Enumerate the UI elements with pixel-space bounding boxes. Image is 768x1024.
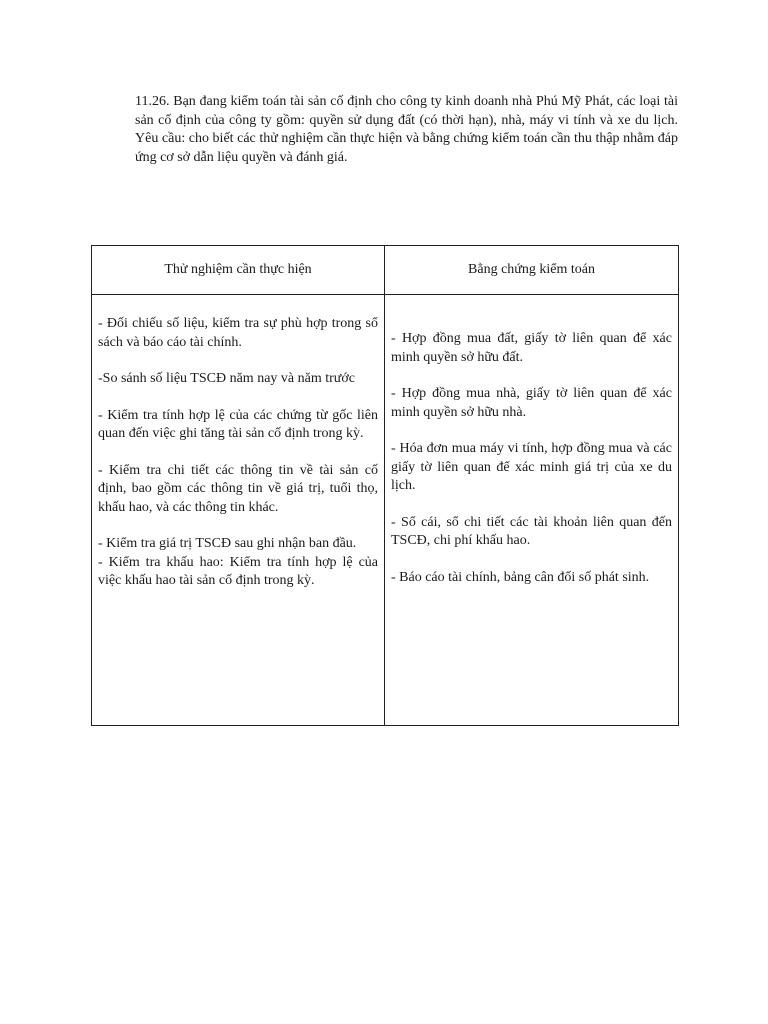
test-item: - Kiểm tra giá trị TSCĐ sau ghi nhận ban đầu. bbox=[98, 536, 357, 551]
test-item: - Kiểm tra khấu hao: Kiểm tra tính hợp lệ của việc khấu hao tài sản cố định trong kỳ. bbox=[98, 554, 378, 588]
evidence-cell bbox=[385, 295, 679, 726]
tests-cell bbox=[92, 295, 385, 726]
test-item: - Kiểm tra tính hợp lệ của các chứng từ gốc liên quan đến việc ghi tăng tài sản cố định trong kỳ. bbox=[98, 407, 378, 441]
header-tests: Thử nghiệm cần thực hiện bbox=[92, 246, 385, 295]
table-header-row bbox=[92, 246, 679, 295]
question-text: 11.26. Bạn đang kiểm toán tài sản cố định cho công ty kinh doanh nhà Phú Mỹ Phát, các loại tài sản cố định của công ty gồm: quyền sử dụng đất (có thời hạn), nhà, máy vi tính và xe du lịch. Yêu cầu: cho biết các thử nghiệm cần thực hiện và bằng chứng kiểm toán cần thu thập nhằm đáp ứng cơ sở dẫn liệu quyền và đánh giá. bbox=[135, 94, 678, 165]
test-item: - Kiểm tra chi tiết các thông tin về tài sản cố định, bao gồm các thông tin về giá trị, tuổi thọ, khấu hao, và các thông tin khác. bbox=[98, 462, 378, 515]
test-item: -So sánh số liệu TSCĐ năm nay và năm trước bbox=[98, 371, 355, 386]
evidence-item: - Hợp đồng mua nhà, giấy tờ liên quan để xác minh quyền sở hữu nhà. bbox=[391, 386, 672, 420]
evidence-item: - Báo cáo tài chính, bảng cân đối số phát sinh. bbox=[391, 569, 650, 585]
table-row bbox=[92, 295, 679, 726]
header-evidence: Bằng chứng kiểm toán bbox=[385, 246, 679, 295]
evidence-item: - Hóa đơn mua máy vi tính, hợp đồng mua và các giấy tờ liên quan để xác minh giá trị của xe du lịch. bbox=[391, 441, 672, 493]
evidence-item: - Sổ cái, sổ chi tiết các tài khoản liên quan đến TSCĐ, chi phí khấu hao. bbox=[391, 514, 672, 548]
evidence-item: - Hợp đồng mua đất, giấy tờ liên quan để xác minh quyền sở hữu đất. bbox=[391, 331, 672, 365]
audit-table bbox=[91, 245, 679, 726]
test-item: - Đối chiếu số liệu, kiểm tra sự phù hợp trong sổ sách và báo cáo tài chính. bbox=[98, 316, 378, 350]
